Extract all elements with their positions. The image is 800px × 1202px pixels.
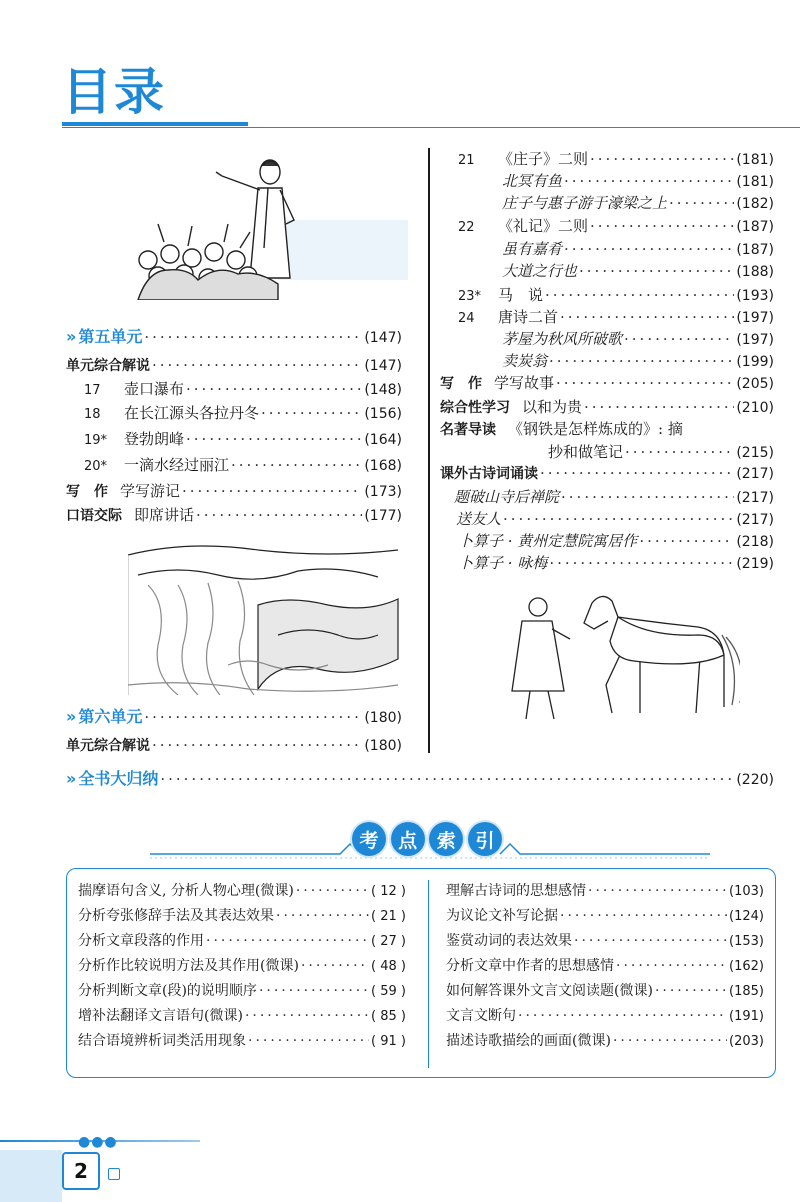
toc-row[interactable] (440, 148, 774, 170)
index-row[interactable] (446, 980, 764, 1002)
index-row[interactable] (78, 880, 406, 902)
toc-row[interactable] (66, 454, 402, 476)
double-chevron-icon: » (66, 769, 77, 788)
toc-row[interactable] (440, 238, 774, 260)
leader-dots (276, 905, 369, 927)
toc-row[interactable] (66, 402, 402, 424)
sub-title: 大道之行也 (502, 262, 578, 280)
lesson-title: 《庄子》二则 (498, 150, 589, 168)
lesson-number: 20* (84, 459, 108, 474)
toc-entry (440, 396, 582, 419)
toc-entry (440, 170, 562, 192)
page-ref: (205) (736, 376, 774, 392)
page-ref: (177) (364, 508, 402, 524)
leader-dots (564, 238, 734, 260)
page-ref: (182) (736, 196, 774, 212)
leader-dots (561, 486, 734, 508)
toc-row[interactable] (440, 552, 774, 574)
index-topic: 分析作比较说明方法及其作用(微课) (78, 958, 299, 974)
page-ref: (148) (364, 382, 402, 398)
section-head: 写 作 (66, 484, 108, 500)
section-title-cont: 抄和做笔记 (548, 443, 624, 461)
leader-dots (301, 955, 369, 977)
section-title: 单元综合解说 (66, 358, 150, 374)
leader-dots (503, 508, 734, 530)
toc-row[interactable] (440, 396, 774, 418)
man-with-horse-illustration (500, 585, 740, 725)
toc-row[interactable] (440, 215, 774, 237)
toc-entry (440, 418, 774, 441)
section-title: 《钢铁是怎样炼成的》: 摘 (508, 420, 683, 438)
double-chevron-icon: » (66, 327, 77, 346)
page-ref: ( 59 ) (371, 984, 406, 999)
lesson-number: 23* (458, 289, 482, 304)
sub-title: 卜算子 · 咏梅 (458, 554, 548, 572)
toc-row[interactable] (66, 706, 402, 728)
leader-dots (588, 880, 727, 902)
toc-entry (440, 260, 577, 282)
toc-entry (440, 350, 547, 372)
page-ref: (147) (364, 330, 402, 346)
leader-dots (590, 148, 734, 170)
page-ref: ( 27 ) (371, 934, 406, 949)
index-title-char: 引 (468, 822, 502, 856)
sub-title: 茅屋为秋风所破歌 (502, 330, 623, 348)
leader-dots (144, 326, 362, 348)
page-ref: (180) (364, 710, 402, 726)
index-topic: 分析夸张修辞手法及其表达效果 (78, 908, 274, 924)
index-row[interactable] (446, 1030, 764, 1052)
section-head: 口语交际 (66, 508, 122, 524)
leader-dots (160, 768, 734, 790)
lesson-number: 18 (84, 407, 101, 422)
index-topic: 文言文断句 (446, 1008, 516, 1024)
index-title-char: 索 (429, 822, 463, 856)
toc-entry (440, 238, 562, 260)
toc-entry (66, 454, 229, 478)
section-title: 以和为贵 (522, 398, 583, 416)
page-ref: (153) (729, 934, 764, 949)
index-topic: 理解古诗词的思想感情 (446, 883, 586, 899)
lesson-title: 登勃朗峰 (124, 430, 185, 448)
footer-tint (0, 1150, 62, 1202)
page-ref: (156) (364, 406, 402, 422)
toc-entry (440, 215, 588, 239)
index-row[interactable] (446, 905, 764, 927)
toc-row[interactable] (66, 354, 402, 376)
toc-entry (66, 326, 142, 348)
page-ref: (187) (736, 242, 774, 258)
toc-entry (66, 355, 150, 377)
page-ref: (219) (736, 556, 774, 572)
toc-row[interactable] (440, 328, 774, 350)
toc-entry (440, 463, 538, 485)
toc-entry (66, 504, 194, 527)
page-ref: (220) (736, 772, 774, 788)
toc-row[interactable] (66, 734, 402, 756)
leader-dots (186, 378, 362, 400)
toc-row[interactable] (440, 486, 774, 508)
sub-title: 北冥有鱼 (502, 172, 563, 190)
index-title-char: 点 (391, 822, 425, 856)
section-title: 学写游记 (120, 482, 181, 500)
leader-dots (245, 1005, 369, 1027)
toc-entry (440, 192, 667, 214)
leader-dots (655, 980, 727, 1002)
index-row[interactable] (78, 955, 406, 977)
unit-title: 第五单元 (78, 327, 143, 346)
lesson-title: 唐诗二首 (498, 308, 559, 326)
index-topic: 结合语境辨析词类活用现象 (78, 1033, 246, 1049)
page-number: 2 (62, 1152, 100, 1190)
index-topic: 为议论文补写论据 (446, 908, 558, 924)
column-divider (428, 148, 430, 753)
leader-dots (152, 354, 362, 376)
section-title: 课外古诗词诵读 (440, 466, 538, 482)
toc-entry (66, 402, 259, 426)
index-row[interactable] (78, 930, 406, 952)
footer-dots: ●●● (78, 1134, 118, 1150)
index-row[interactable] (446, 955, 764, 977)
leader-dots (613, 1030, 727, 1052)
page-title: 目录 (62, 63, 166, 121)
lesson-number: 19* (84, 433, 108, 448)
sub-title: 题破山寺后禅院 (454, 488, 560, 506)
toc-entry (440, 530, 637, 552)
section-title: 学写故事 (494, 374, 555, 392)
leader-dots (616, 955, 727, 977)
page-ref: (210) (736, 400, 774, 416)
toc-row[interactable] (440, 530, 774, 552)
sub-title: 卖炭翁 (502, 352, 548, 370)
toc-entry (440, 328, 622, 350)
toc-entry (66, 378, 184, 402)
leader-dots (560, 905, 727, 927)
page-ref: ( 85 ) (371, 1009, 406, 1024)
leader-dots (639, 530, 734, 552)
toc-row[interactable] (440, 508, 774, 530)
leader-dots (556, 372, 734, 394)
section-head: 综合性学习 (440, 400, 510, 416)
leader-dots (144, 706, 362, 728)
page-ref: (197) (736, 332, 774, 348)
lesson-number: 22 (458, 220, 475, 235)
toc-entry (440, 284, 543, 308)
page-ref: ( 12 ) (371, 884, 406, 899)
index-topic: 如何解答课外文言文阅读题(微课) (446, 983, 653, 999)
lesson-title: 在长江源头各拉丹冬 (124, 404, 260, 422)
page-ref: ( 21 ) (371, 909, 406, 924)
toc-row[interactable] (66, 378, 402, 400)
index-topic: 揣摩语句含义, 分析人物心理(微课) (78, 883, 294, 899)
page-marker-icon (108, 1168, 120, 1180)
page-ref: (147) (364, 358, 402, 374)
page-ref: (193) (736, 288, 774, 304)
unit-title: 第六单元 (78, 707, 143, 726)
toc-row[interactable] (440, 372, 774, 394)
leader-dots (296, 880, 369, 902)
page-ref: (218) (736, 534, 774, 550)
toc-row[interactable] (440, 462, 774, 484)
sub-title: 卜算子 · 黄州定慧院寓居作 (458, 532, 638, 550)
toc-entry (440, 372, 554, 395)
page-ref: (197) (736, 310, 774, 326)
toc-entry (440, 486, 559, 508)
page-ref: (185) (729, 984, 764, 999)
lesson-title: 壶口瀑布 (124, 380, 185, 398)
leader-dots (540, 462, 734, 484)
leader-dots (560, 306, 734, 328)
page-ref: ( 48 ) (371, 959, 406, 974)
summary-label: 全书大归纳 (78, 769, 159, 788)
leader-dots (624, 328, 734, 350)
leader-dots (231, 454, 362, 476)
toc-row[interactable] (66, 428, 402, 450)
leader-dots (182, 480, 362, 502)
lesson-number: 21 (458, 153, 475, 168)
index-topic: 增补法翻译文言语句(微课) (78, 1008, 243, 1024)
index-title-char: 考 (352, 822, 386, 856)
sub-title: 送友人 (456, 510, 502, 528)
index-topic: 分析判断文章(段)的说明顺序 (78, 983, 257, 999)
toc-row[interactable] (66, 480, 402, 502)
toc-row[interactable] (440, 418, 774, 462)
page-ref: (103) (729, 884, 764, 899)
lesson-title: 马 说 (498, 286, 544, 304)
waterfall-illustration (128, 545, 403, 695)
leader-dots (574, 930, 727, 952)
double-chevron-icon: » (66, 707, 77, 726)
index-topic: 分析文章中作者的思想感情 (446, 958, 614, 974)
leader-dots (549, 552, 734, 574)
page-ref: ( 91 ) (371, 1034, 406, 1049)
toc-row[interactable] (66, 326, 402, 348)
toc-summary-row[interactable] (66, 768, 774, 790)
page-ref: (162) (729, 959, 764, 974)
sub-title: 庄子与惠子游于濠梁之上 (502, 194, 668, 212)
index-topic: 描述诗歌描绘的画面(微课) (446, 1033, 611, 1049)
toc-entry (440, 552, 547, 574)
leader-dots (625, 441, 734, 463)
toc-entry (440, 306, 558, 330)
page-ref: (215) (736, 445, 774, 461)
leader-dots (545, 284, 734, 306)
index-row[interactable] (78, 1005, 406, 1027)
toc-entry (66, 706, 142, 728)
toc-entry (440, 148, 588, 172)
sub-title: 虽有嘉肴 (502, 240, 563, 258)
index-row[interactable] (78, 1030, 406, 1052)
lesson-title: 《礼记》二则 (498, 217, 589, 235)
page-ref: (188) (736, 264, 774, 280)
title-rule (62, 127, 800, 128)
index-topic: 分析文章段落的作用 (78, 933, 204, 949)
page-ref: (217) (736, 466, 774, 482)
page-ref: (164) (364, 432, 402, 448)
section-head: 写 作 (440, 376, 482, 392)
toc-entry (66, 735, 150, 757)
leader-dots (564, 170, 734, 192)
toc-row[interactable] (440, 306, 774, 328)
index-row[interactable] (446, 930, 764, 952)
toc-entry (66, 480, 180, 503)
index-row[interactable] (446, 880, 764, 902)
leader-dots (186, 428, 362, 450)
page-ref: (173) (364, 484, 402, 500)
leader-dots (206, 930, 369, 952)
leader-dots (590, 215, 734, 237)
toc-row[interactable] (440, 192, 774, 214)
toc-row[interactable] (440, 350, 774, 372)
page-ref: (217) (736, 490, 774, 506)
page-ref: (168) (364, 458, 402, 474)
index-row[interactable] (78, 980, 406, 1002)
leader-dots (549, 350, 734, 372)
toc-row[interactable] (440, 284, 774, 306)
leader-dots (579, 260, 734, 282)
section-title: 单元综合解说 (66, 738, 150, 754)
page-ref: (199) (736, 354, 774, 370)
title-accent-rule (62, 122, 248, 126)
section-head: 名著导读 (440, 422, 496, 438)
page-ref: (180) (364, 738, 402, 754)
speaker-crowd-illustration (128, 150, 408, 300)
toc-row[interactable] (440, 260, 774, 282)
page-ref: (203) (729, 1034, 764, 1049)
page-ref: (124) (729, 909, 764, 924)
toc-row[interactable] (66, 504, 402, 526)
index-row[interactable] (78, 905, 406, 927)
index-topic: 鉴赏动词的表达效果 (446, 933, 572, 949)
lesson-title: 一滴水经过丽江 (124, 456, 230, 474)
page-ref: (191) (729, 1009, 764, 1024)
leader-dots (152, 734, 362, 756)
page-ref: (181) (736, 152, 774, 168)
index-title (352, 822, 502, 862)
leader-dots (248, 1030, 369, 1052)
leader-dots (261, 402, 362, 424)
toc-entry (66, 428, 184, 452)
toc-entry (440, 508, 501, 530)
index-column-divider (428, 880, 429, 1068)
index-row[interactable] (446, 1005, 764, 1027)
section-title: 即席讲话 (134, 506, 195, 524)
leader-dots (518, 1005, 727, 1027)
toc-row[interactable] (440, 170, 774, 192)
lesson-number: 17 (84, 383, 101, 398)
leader-dots (196, 504, 362, 526)
page-ref: (187) (736, 219, 774, 235)
leader-dots (584, 396, 734, 418)
page-ref: (181) (736, 174, 774, 190)
page-ref: (217) (736, 512, 774, 528)
leader-dots (259, 980, 369, 1002)
lesson-number: 24 (458, 311, 475, 326)
leader-dots (669, 192, 734, 214)
toc-row-continuation (440, 441, 774, 464)
